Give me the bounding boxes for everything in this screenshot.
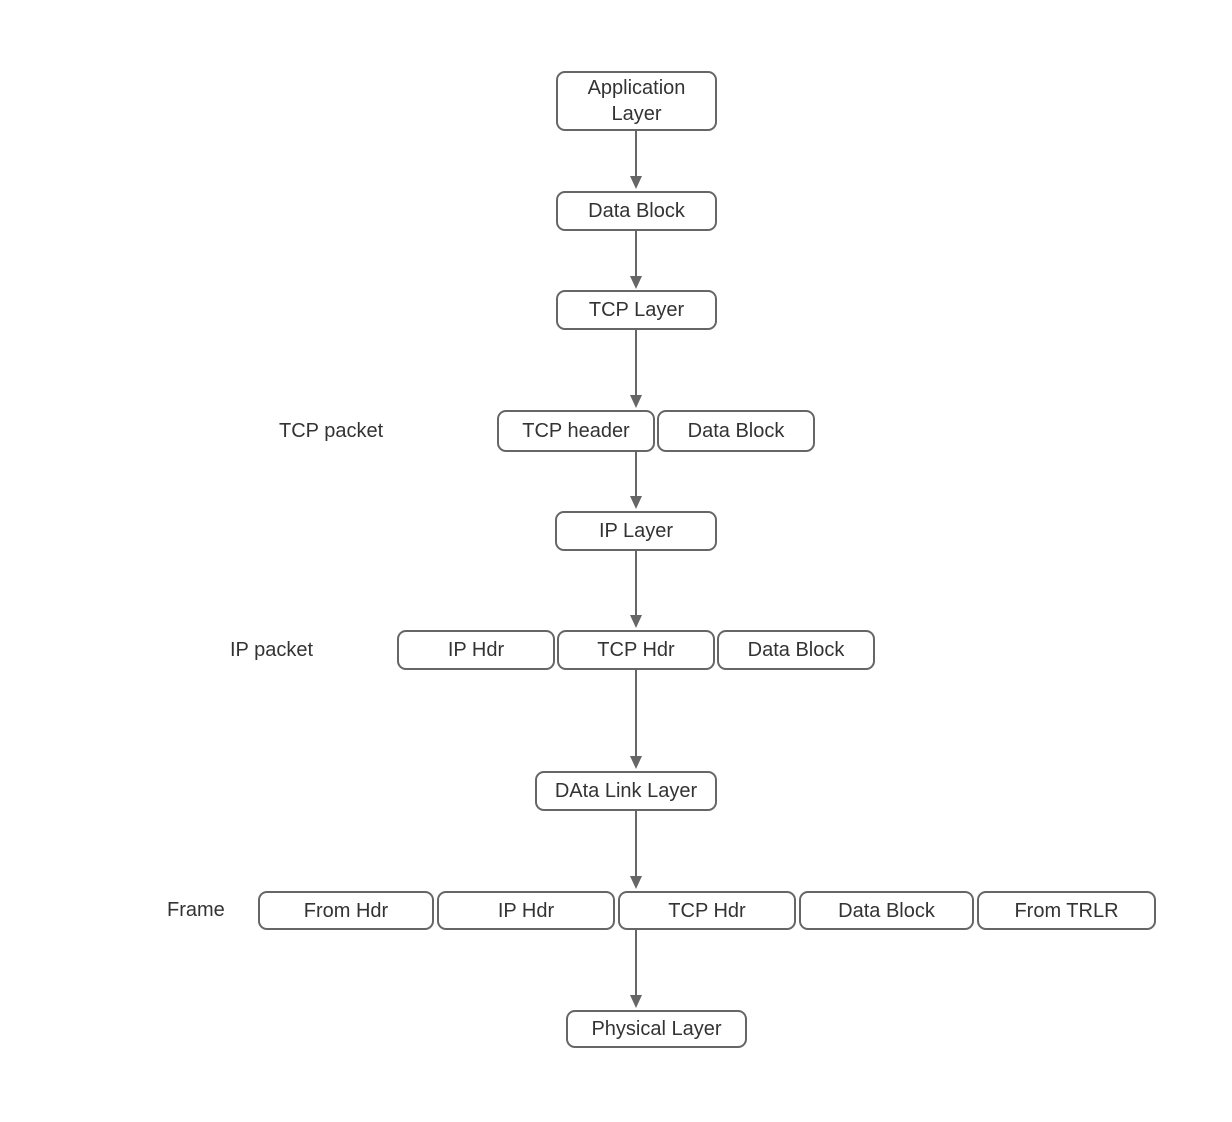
- label-frame: Frame: [167, 899, 225, 921]
- node-from-hdr: From Hdr: [258, 891, 434, 930]
- arrow-frame-to-physical-icon: [630, 930, 642, 1008]
- arrow-tcppacket-to-iplayer-icon: [630, 452, 642, 509]
- arrow-datalink-to-frame-icon: [630, 811, 642, 889]
- node-data-link-layer: DAta Link Layer: [535, 771, 717, 811]
- node-data-block-top: Data Block: [556, 191, 717, 231]
- node-application-layer: Application Layer: [556, 71, 717, 131]
- label-ip-packet: IP packet: [230, 639, 314, 661]
- arrow-datablock-to-tcplayer-icon: [630, 231, 642, 289]
- node-physical-layer: Physical Layer: [566, 1010, 747, 1048]
- node-from-trlr: From TRLR: [977, 891, 1156, 930]
- node-ip-hdr-frame: IP Hdr: [437, 891, 615, 930]
- node-data-block-ip-packet: Data Block: [717, 630, 875, 670]
- arrow-ippacket-to-datalink-icon: [630, 670, 642, 769]
- node-data-block-tcp-packet: Data Block: [657, 410, 815, 452]
- node-data-block-frame: Data Block: [799, 891, 974, 930]
- node-tcp-hdr-frame: TCP Hdr: [618, 891, 796, 930]
- node-tcp-header: TCP header: [497, 410, 655, 452]
- arrow-tcplayer-to-tcppacket-icon: [630, 330, 642, 408]
- node-tcp-layer: TCP Layer: [556, 290, 717, 330]
- label-tcp-packet: TCP packet: [279, 420, 384, 442]
- node-ip-hdr: IP Hdr: [397, 630, 555, 670]
- arrow-app-to-datablock-icon: [630, 131, 642, 189]
- node-tcp-hdr: TCP Hdr: [557, 630, 715, 670]
- node-ip-layer: IP Layer: [555, 511, 717, 551]
- arrow-iplayer-to-ippacket-icon: [630, 551, 642, 628]
